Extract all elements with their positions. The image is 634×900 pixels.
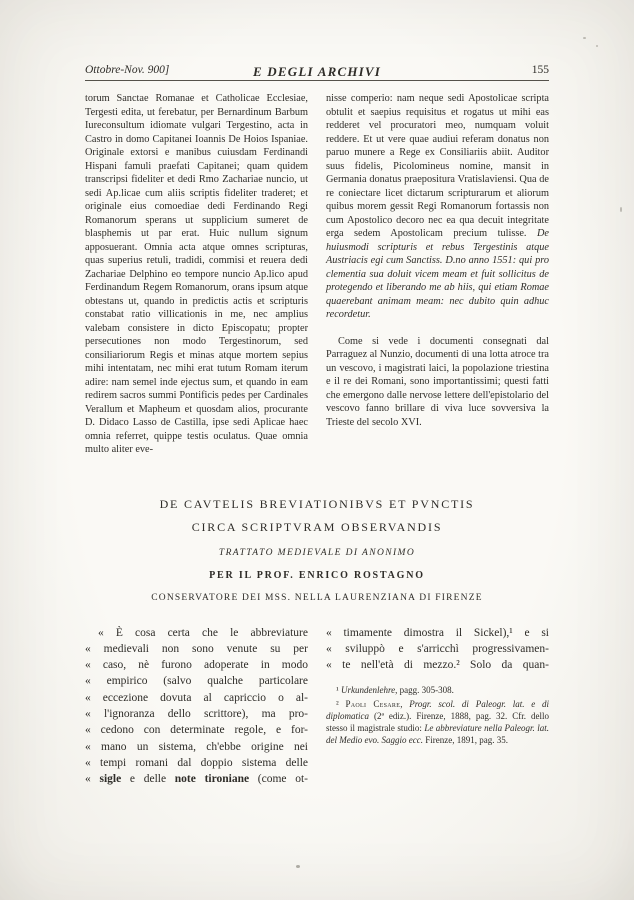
treatise-author-role: CONSERVATORE DEI MSS. NELLA LAURENZIANA DI FIRENZE: [151, 592, 483, 603]
quoted-line: « sviluppò e s'arricchì progressivamen-: [326, 642, 549, 655]
footnote-2-text: ,: [400, 699, 410, 710]
quoted-line: « empirico (salvo qualche particolare: [85, 675, 308, 688]
latin-text-roman: nisse comperio: nam neque sedi Apostolicae scripta obtulit et saepius requisitus et rogatus ut mihi eas redderet vel procuratori meo, numquam voluit reddere. Et ut vere quae audiui referam donatus non paruo munere a Rege ex Consiliariis abiit. Auditor suus fidelis, Picolomineus nomine, mansit in Germania donatus praepositura Vratislaviensi. Qua de re coniectare licet dictarum scripturarum et aliorum quibus morem gessit Regi Romanorum fortassis non cum Apostolico decoro nec ea qua decuit integritate erga sedem Apostolicam precium tulisse.: [326, 93, 549, 239]
quoted-line: « mano un sistema, ch'ebbe origine nei: [85, 740, 308, 753]
footnote-2-marker: ²: [336, 699, 346, 710]
footnote-1-work-title: Urkundenlehre: [340, 685, 396, 696]
scan-speck: [296, 865, 300, 868]
footnote-2-text: (2ª ediz.). Firenze, 1888, pag. 32. Cfr. dello stesso il magistrale studio:: [326, 711, 549, 734]
term-sigle: sigle: [99, 773, 122, 786]
latin-article-left-column: [85, 92, 308, 457]
latin-text-right: [326, 92, 549, 322]
latin-article-columns: [85, 92, 549, 457]
quoted-line: « cedono con determinate regole, e for-: [85, 724, 308, 737]
footnote-1-marker: ¹: [336, 685, 341, 696]
treatise-article: [85, 493, 549, 788]
latin-text-left: torum Sanctae Romanae et Catholicae Ecclesiae, Tergesti edita, ut ferebatur, per Bernardinum Barbum Iureconsultum idiomate vulgari Tergestino, acta in Castro in domo Capitanei Ioannis De Hoios Ispaniae. Originale extorsi e manibus cuiusdam Ferdinandi Hispani famuli praefati Capitanei; quam quidem transcripsi fideliter et dedi Rmo Zachariae nuncio, ut sedi Ap.licae cum aliis scriptis fideliter traderet; et originale eius comoediae dedi Ferdinando Regi Romanorum sperans ut supplicium sumeret de blasphemis ut par erat. Huic nullum signum apposuerant. Omnia acta atque omnes scripturas, quas superius retuli, tradidi, commisi et reuera dedi Zachariae Delphino eo tempore nuncio Ap.lico apud Ferdinandum Regem Romanorum, orans ipsum atque obtestans ut, quando in predictis actis et scripturis constabat ratio villicationis in me, nec amplius valebam consistere in dicto Episcopatu; propter persecutiones non modo Tergestinorum, sed consiliariorum Regis et minas atque mortem sepius mihi intentatam, nec mihi erat tutum Romam iterum adire: nam semel inde ejectus sum, et quando in eam redirem sacros summi Pontificis pedes per Cardinales Verallum et Mapheum et quosdam alios, procurante D. Didaco Lasso de Castilla, ipse sedi Aplicae haec omnia referret, quippe testis oculatus. Quae omnia multo aliter eve-: [85, 93, 308, 455]
quoted-line: « tempi romani dal doppio sistema delle: [85, 756, 308, 769]
footnote-1: [326, 685, 549, 697]
quoted-line: « l'ignoranza dello scrittore), ma pro-: [85, 707, 308, 720]
line-text: (come ot-: [249, 773, 309, 786]
header-issue-date: Ottobre-Nov. 900]: [85, 64, 170, 76]
latin-article-right-column: [326, 92, 549, 457]
quoted-line: « caso, nè furono adoperate in modo: [85, 659, 308, 672]
term-note-tironiane: note tironiane: [174, 773, 250, 786]
footnote-2-work-title-2: Le abbreviature nella Paleogr. lat. del Medio evo. Saggio ecc.: [326, 723, 549, 746]
scan-speck: [596, 45, 598, 47]
treatise-subtitle: TRATTATO MEDIEVALE DI ANONIMO: [218, 547, 416, 558]
quoted-line: « eccezione dovuta al capriccio o al-: [85, 691, 308, 704]
footnote-2-work-title-1: Progr. scol. di Paleogr. lat. e di diplomatica: [326, 699, 549, 722]
quoted-line: « te nell'età di mezzo.² Solo da quan-: [326, 659, 549, 672]
footnote-2-author: Paoli Cesare: [345, 699, 401, 710]
line-text: e delle: [121, 773, 175, 786]
quote-mark: «: [85, 773, 100, 786]
footnote-2-text: Firenze, 1891, pag. 35.: [422, 735, 508, 746]
page-header: [85, 64, 549, 79]
quoted-line: « medievali non sono venute su per: [85, 642, 308, 655]
quoted-line: « timamente dimostra il Sickel),¹ e si: [326, 626, 549, 639]
header-rule: [85, 80, 549, 81]
header-page-number: 155: [531, 64, 549, 76]
treatise-author-byline: PER IL PROF. ENRICO ROSTAGNO: [209, 569, 425, 581]
scan-speck: [583, 37, 586, 39]
treatise-left-column: [85, 625, 308, 788]
latin-text-italic: De huiusmodi scripturis et rebus Tergestinis atque Austriacis egi cum Sanctiss. D.no anno 1551: qui pro clementia sua doluit vicem meam et fuit sollicitus de protegendo et liberando me ab hiis, qui etiam Romae quaerebant animam meam: nec dubito quin adhuc recordetur.: [326, 228, 549, 320]
quoted-line-with-bold-terms: [85, 771, 308, 787]
footnote-2: [326, 699, 549, 747]
treatise-title-line1: DE CAVTELIS BREVIATIONIBVS ET PVNCTIS: [159, 496, 475, 511]
treatise-title-line2: CIRCA SCRIPTVRAM OBSERVANDIS: [191, 519, 443, 534]
italian-commentary-paragraph: Come si vede i documenti consegnati dal Parraguez al Nunzio, documenti di una lotta atroce tra un vescovo, i magistrati laici, la popolazione triestina e il re dei Romani, sono importantissimi; questi fatti che emergono dalle nervose lettere dell'epistolario del vescovo fanno brillare di viva luce sovversiva la Trieste del secolo XVI.: [326, 335, 549, 428]
header-running-title: E DEGLI ARCHIVI: [252, 64, 382, 79]
quoted-line: « È cosa certa che le abbreviature: [98, 626, 308, 639]
treatise-right-column: [326, 625, 549, 788]
footnotes-block: [326, 685, 549, 747]
treatise-columns: [85, 625, 549, 788]
scan-speck: [620, 207, 622, 212]
footnote-1-pages: , pagg. 305-308.: [395, 685, 454, 696]
